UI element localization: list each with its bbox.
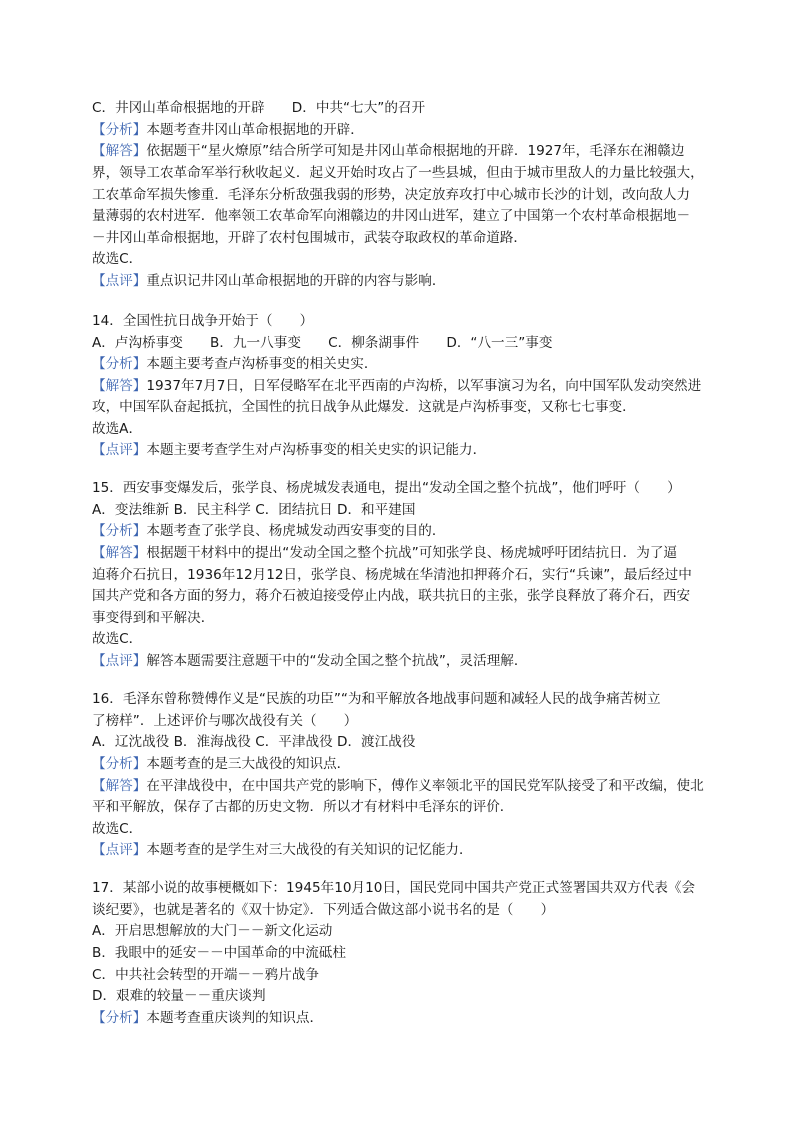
analysis-text: 本题考查的是三大战役的知识点． <box>146 756 351 772</box>
analysis-text: 本题主要考查卢沟桥事变的相关史实． <box>146 356 378 372</box>
q13-answer-line-3: 工农革命军损失惨重．毛泽东分析敌强我弱的形势，决定放弃攻打中心城市长沙的计划，改向敌人力 <box>92 187 691 203</box>
q13-answer-line-4: 量薄弱的农村进军．他率领工农革命军向湘赣边的井冈山进军，建立了中国第一个农村革命根据地－ <box>92 208 691 224</box>
q16-analysis <box>92 755 732 773</box>
q13-options-cd: C．井冈山革命根据地的开辟 D．中共“七大”的召开 <box>92 100 426 116</box>
q15-choice: 故选C． <box>92 631 143 647</box>
q14-answer-line-2: 攻，中国军队奋起抵抗，全国性的抗日战争从此爆发．这就是卢沟桥事变，又称七七事变． <box>92 399 636 415</box>
answer-text: 1937年7月7日，日军侵略军在北平西南的卢沟桥，以军事演习为名，向中国军队发动突然进 <box>146 378 702 394</box>
answer-text: 在平津战役中，在中国共产党的影响下，傅作义率领北平的国民党军队接受了和平改编，使北 <box>146 778 704 794</box>
q16-comment <box>92 841 732 859</box>
q14-analysis <box>92 355 732 373</box>
q17-option-d: D．艰难的较量－－重庆谈判 <box>92 988 266 1004</box>
q14-options: A．卢沟桥事变 B．九一八事变 C．柳条湖事件 D．“八一三”事变 <box>92 335 553 351</box>
analysis-tag: 【分析】 <box>92 523 147 539</box>
q13-answer-line-5: －井冈山革命根据地，开辟了农村包围城市，武装夺取政权的革命道路． <box>92 230 527 246</box>
answer-tag: 【解答】 <box>92 545 147 561</box>
q17-option-c: C．中共社会转型的开端－－鸦片战争 <box>92 967 319 983</box>
q17-option-b: B．我眼中的延安－－中国革命的中流砥柱 <box>92 945 347 961</box>
q17-analysis <box>92 1009 732 1027</box>
q13-choice: 故选C． <box>92 251 143 267</box>
analysis-tag: 【分析】 <box>92 1010 147 1026</box>
q15-analysis <box>92 522 732 540</box>
answer-tag: 【解答】 <box>92 378 147 394</box>
answer-tag: 【解答】 <box>92 143 147 159</box>
comment-text: 本题考查的是学生对三大战役的有关知识的记忆能力． <box>146 842 473 858</box>
q16-answer-line-2: 平和平解放，保存了古都的历史文物．所以才有材料中毛泽东的评价． <box>92 799 514 815</box>
q15-comment <box>92 652 732 670</box>
analysis-tag: 【分析】 <box>92 122 147 138</box>
q14-answer-line-1 <box>92 377 732 395</box>
q16-answer-line-1 <box>92 777 732 795</box>
comment-tag: 【点评】 <box>92 273 147 289</box>
comment-text: 重点识记井冈山革命根据地的开辟的内容与影响． <box>146 273 446 289</box>
q17-option-a: A．开启思想解放的大门－－新文化运动 <box>92 923 333 939</box>
comment-tag: 【点评】 <box>92 442 147 458</box>
q15-stem: 15．西安事变爆发后，张学良、杨虎城发表通电，提出“发动全国之整个抗战”，他们呼吁（ ） <box>92 480 681 496</box>
comment-tag: 【点评】 <box>92 653 147 669</box>
answer-text: 依据题干“星火燎原”结合所学可知是井冈山革命根据地的开辟．1927年，毛泽东在湘赣边 <box>146 143 685 159</box>
analysis-tag: 【分析】 <box>92 356 147 372</box>
q17-stem-line-1: 17．某部小说的故事梗概如下：1945年10月10日，国民党同中国共产党正式签署国共双方代表《会 <box>92 880 696 896</box>
analysis-text: 本题考查井冈山革命根据地的开辟． <box>146 122 364 138</box>
comment-text: 本题主要考查学生对卢沟桥事变的相关史实的识记能力． <box>146 442 487 458</box>
q14-comment <box>92 441 732 459</box>
q15-answer-line-3: 国共产党和各方面的努力，蒋介石被迫接受停止内战，联共抗日的主张，张学良释放了蒋介石，西安 <box>92 588 691 604</box>
q15-answer-line-4: 事变得到和平解决． <box>92 610 215 626</box>
analysis-text: 本题考查了张学良、杨虎城发动西安事变的目的． <box>146 523 446 539</box>
q15-answer-line-1 <box>92 544 732 562</box>
comment-tag: 【点评】 <box>92 842 147 858</box>
comment-text: 解答本题需要注意题干中的“发动全国之整个抗战”，灵活理解． <box>146 653 528 669</box>
answer-text: 根据题干材料中的提出“发动全国之整个抗战”可知张学良、杨虎城呼吁团结抗日．为了逼 <box>146 545 678 561</box>
q16-options: A．辽沈战役 B．淮海战役 C．平津战役 D．渡江战役 <box>92 734 416 750</box>
q16-stem-line-2: 了榜样”．上述评价与哪次战役有关（ ） <box>92 713 358 729</box>
q14-stem: 14．全国性抗日战争开始于（ ） <box>92 313 314 329</box>
q16-stem-line-1: 16．毛泽东曾称赞傅作义是“民族的功臣”“为和平解放各地战事问题和减轻人民的战争痛苦树立 <box>92 691 661 707</box>
analysis-text: 本题考查重庆谈判的知识点． <box>146 1010 324 1026</box>
analysis-tag: 【分析】 <box>92 756 147 772</box>
q16-choice: 故选C． <box>92 821 143 837</box>
q15-options: A．变法维新 B．民主科学 C．团结抗日 D．和平建国 <box>92 502 416 518</box>
q13-answer-line-1 <box>92 142 732 160</box>
q14-choice: 故选A． <box>92 421 143 437</box>
q17-stem-line-2: 谈纪要》，也就是著名的《双十协定》．下列适合做这部小说书名的是（ ） <box>92 902 555 918</box>
answer-tag: 【解答】 <box>92 778 147 794</box>
q15-answer-line-2: 迫蒋介石抗日，1936年12月12日，张学良、杨虎城在华清池扣押蒋介石，实行“兵谏”，最后经过中 <box>92 567 692 583</box>
q13-comment <box>92 272 732 290</box>
q13-answer-line-2: 界，领导工农革命军举行秋收起义．起义开始时攻占了一些县城，但由于城市里敌人的力量比较强大， <box>92 165 704 181</box>
q13-analysis <box>92 121 732 139</box>
